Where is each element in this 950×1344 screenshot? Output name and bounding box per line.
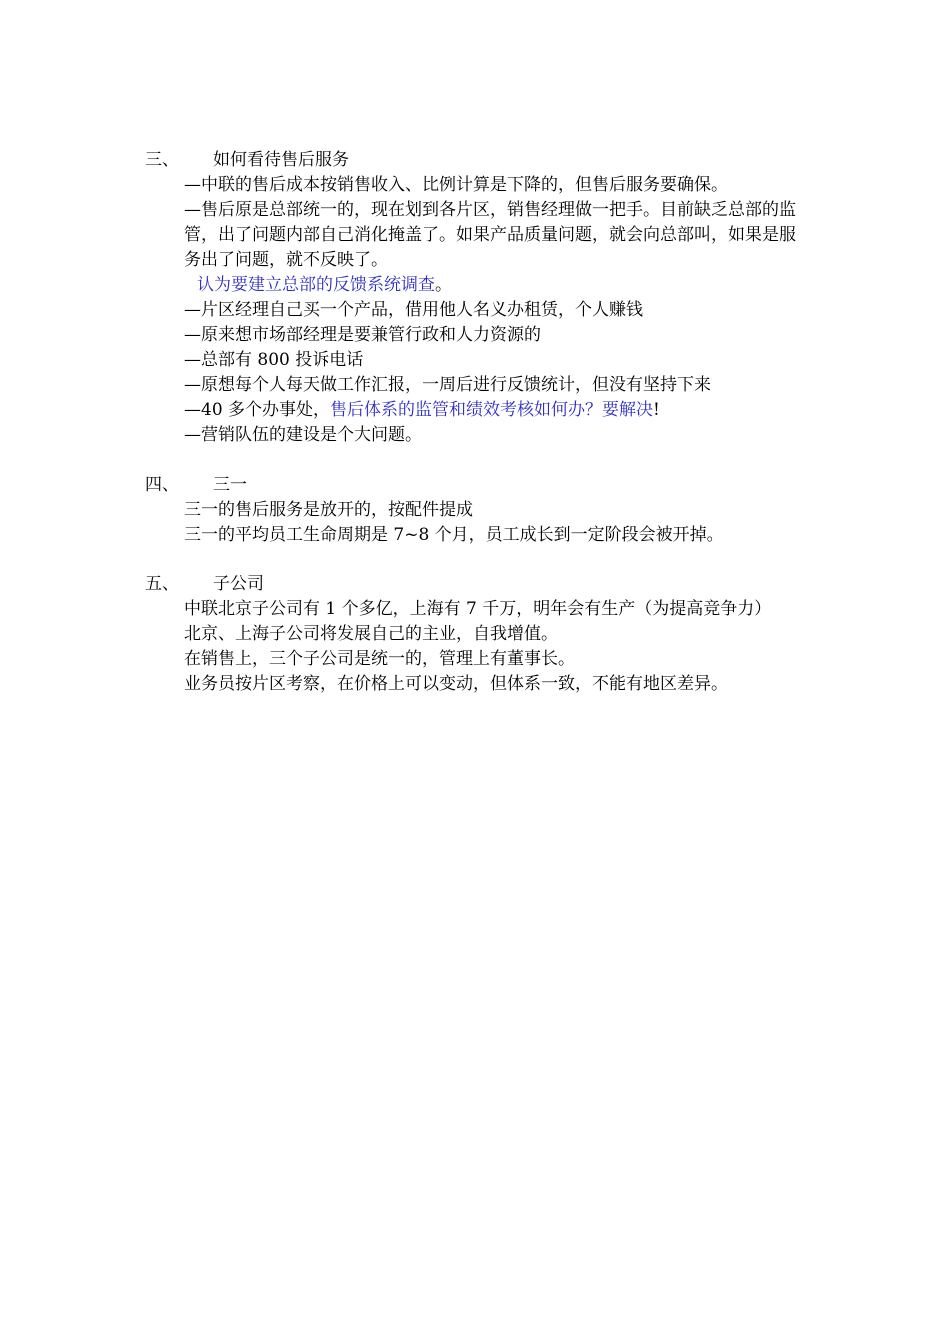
section-sany — [145, 473, 810, 548]
section-number: 五、 — [145, 574, 179, 594]
highlighted-text: 认为要建立总部的反馈系统调查 — [197, 275, 435, 295]
text-prefix: —40 多个办事处， — [184, 400, 331, 420]
section-after-sales — [145, 148, 810, 448]
section-number: 四、 — [145, 475, 179, 495]
section-title: 子公司 — [213, 574, 264, 594]
paragraph: —售后原是总部统一的，现在划到各片区，销售经理做一把手。目前缺乏总部的监管，出了问题内部自己消化掩盖了。如果产品质量问题，就会向总部叫，如果是服务出了问题，就不反映了。 — [184, 200, 796, 270]
paragraph-highlight-line — [184, 398, 810, 423]
paragraph: —原来想市场部经理是要兼管行政和人力资源的 — [184, 325, 541, 345]
highlighted-text: 售后体系的监管和绩效考核如何办？要解决 — [330, 400, 654, 420]
text-suffix: 。 — [435, 275, 452, 295]
section-heading — [145, 148, 810, 173]
section-body — [184, 173, 810, 448]
paragraph: —中联的售后成本按销售收入、比例计算是下降的，但售后服务要确保。 — [184, 175, 728, 195]
paragraph-highlight-line — [184, 273, 810, 298]
section-number: 三、 — [145, 150, 179, 170]
section-subsidiaries — [145, 572, 810, 697]
paragraph: —原想每个人每天做工作汇报，一周后进行反馈统计，但没有坚持下来 — [184, 375, 711, 395]
section-body — [184, 498, 810, 548]
section-title: 如何看待售后服务 — [213, 150, 349, 170]
paragraph: 业务员按片区考察，在价格上可以变动，但体系一致，不能有地区差异。 — [184, 674, 728, 694]
paragraph: 北京、上海子公司将发展自己的主业，自我增值。 — [184, 624, 558, 644]
section-body — [184, 597, 810, 697]
paragraph: —片区经理自己买一个产品，借用他人名义办租赁，个人赚钱 — [184, 300, 643, 320]
text-suffix: ! — [653, 400, 660, 420]
section-heading — [145, 572, 810, 597]
section-title: 三一 — [213, 475, 247, 495]
paragraph: —营销队伍的建设是个大问题。 — [184, 425, 422, 445]
paragraph: 在销售上，三个子公司是统一的，管理上有董事长。 — [184, 649, 575, 669]
paragraph: —总部有 800 投诉电话 — [184, 350, 364, 370]
paragraph: 三一的售后服务是放开的，按配件提成 — [184, 500, 473, 520]
paragraph: 三一的平均员工生命周期是 7~8 个月，员工成长到一定阶段会被开掉。 — [184, 525, 724, 545]
paragraph: 中联北京子公司有 1 个多亿，上海有 7 千万，明年会有生产（为提高竞争力） — [184, 599, 772, 619]
section-heading — [145, 473, 810, 498]
